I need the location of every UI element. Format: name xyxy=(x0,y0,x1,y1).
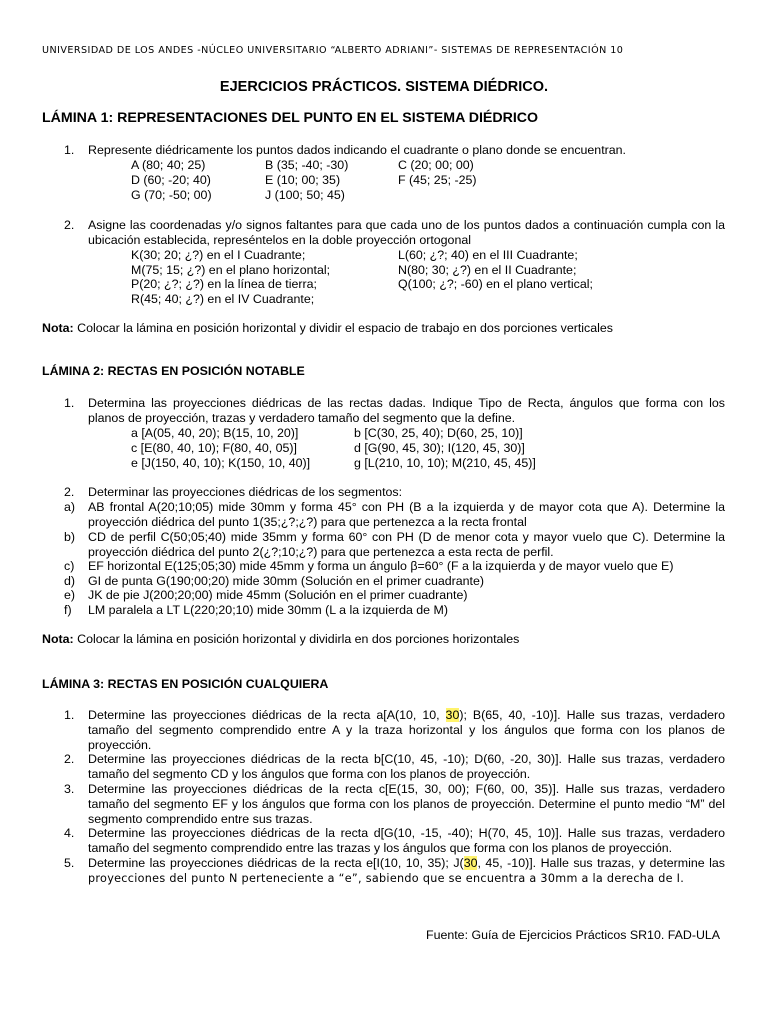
l3-q2-text: Determine las proyecciones diédricas de la recta b[C(10, 45, -10); D(60, -20, 30)]. Halle sus trazas, verdadero xyxy=(88,752,725,766)
text-run: Determine las proyecciones diédricas de la recta a[A(10, 10, xyxy=(88,708,446,722)
l3-q3-text: tamaño del segmento EF y los ángulos que forma con los planos de proyección. Determine el punto medio “M” del xyxy=(88,797,725,811)
l2-item-marker: b) xyxy=(64,530,76,544)
l2-item-text: LM paralela a LT L(220;20;10) mide 30mm (L a la izquierda de M) xyxy=(88,603,448,617)
l3-q3-text: Determine las proyecciones diédricas de la recta c[E(15, 30, 00); F(60, 00, 35)]. Halle sus trazas, verdadero xyxy=(88,782,725,796)
highlighted-value: 30 xyxy=(445,708,460,722)
l1-point-condition: M(75; 15; ¿?) en el plano horizontal; xyxy=(131,263,331,277)
l1-q1-text: Represente diédricamente los puntos dados indicando el cuadrante o plano donde se encuentran. xyxy=(88,143,626,157)
l2-item-marker: e) xyxy=(64,588,76,602)
l1-point: E (10; 00; 35) xyxy=(265,173,341,187)
l2-item-text: proyección diédrica del punto 1(35;¿?;¿?) para que pertenezca a la recta frontal xyxy=(88,515,527,529)
l2-line-def: e [J(150, 40, 10); K(150, 10, 40)] xyxy=(131,456,311,470)
l1-q2-number: 2. xyxy=(64,218,75,232)
l3-q1-text: proyección. xyxy=(88,738,152,752)
l2-item-text: JK de pie J(200;20;00) mide 45mm (Solución en el primer cuadrante) xyxy=(88,588,468,602)
note-text: Colocar la lámina en posición horizontal y dividirla en dos porciones horizontales xyxy=(73,632,520,646)
l3-q2-text: tamaño del segmento CD y los ángulos que forma con los planos de proyección. xyxy=(88,767,531,781)
l2-item-text: proyección diédrica del punto 2(¿?;10;¿?) para que pertenezca a esta recta de perfil. xyxy=(88,545,554,559)
l1-point: B (35; -40; -30) xyxy=(265,158,349,172)
l2-q2-text: Determinar las proyecciones diédricas de los segmentos: xyxy=(88,485,403,499)
l2-q2-number: 2. xyxy=(64,485,75,499)
l2-line-def: b [C(30, 25, 40); D(60, 25, 10)] xyxy=(354,426,523,440)
l2-q1-text: planos de proyección, trazas y verdadero tamaño del segmento que la define. xyxy=(88,411,516,425)
l1-point: A (80; 40; 25) xyxy=(131,158,206,172)
text-run: , 45, -10)]. Halle sus trazas, y determine las xyxy=(477,856,725,870)
l3-q5-text: proyecciones del punto N perteneciente a “e”, sabiendo que se encuentra a 30mm a la derecha de I. xyxy=(88,872,685,885)
l2-line-def: g [L(210, 10, 10); M(210, 45, 45)] xyxy=(354,456,536,470)
l1-note xyxy=(42,321,613,336)
l2-line-def: c [E(80, 40, 10); F(80, 40, 05)] xyxy=(131,441,297,455)
l1-point: G (70; -50; 00) xyxy=(131,188,212,202)
l1-point: D (60; -20; 40) xyxy=(131,173,211,187)
lamina-3-heading: LÁMINA 3: RECTAS EN POSICIÓN CUALQUIERA xyxy=(42,677,329,691)
l2-note xyxy=(42,632,519,647)
l1-point: C (20; 00; 00) xyxy=(398,158,474,172)
l1-q2-text: Asigne las coordenadas y/o signos faltantes para que cada uno de los puntos dados a continuación cumpla con la xyxy=(88,218,725,232)
l1-point-condition: Q(100; ¿?; -60) en el plano vertical; xyxy=(398,277,593,291)
l3-q4-number: 4. xyxy=(64,826,75,840)
l1-point-condition: L(60; ¿?; 40) en el III Cuadrante; xyxy=(398,248,578,262)
l2-item-marker: a) xyxy=(64,500,76,514)
l1-q2-text: ubicación establecida, represéntelos en la doble proyección ortogonal xyxy=(88,233,471,247)
source-footer: Fuente: Guía de Ejercicios Prácticos SR10. FAD-ULA xyxy=(426,928,721,942)
highlighted-value: 30 xyxy=(463,856,478,870)
l3-q1-number: 1. xyxy=(64,708,75,722)
l2-item-text: CD de perfil C(50;05;40) mide 35mm y forma 60° con PH (D de menor cota y mayor vuelo que C). Determine la xyxy=(88,530,725,544)
l1-point-condition: P(20; ¿?; ¿?) en la línea de tierra; xyxy=(131,277,317,291)
text-run: ); B(65, 40, -10)]. Halle sus trazas, verdadero xyxy=(459,708,726,722)
note-label: Nota: xyxy=(42,632,74,646)
l2-line-def: d [G(90, 45, 30); I(120, 45, 30)] xyxy=(354,441,525,455)
lamina-2-heading: LÁMINA 2: RECTAS EN POSICIÓN NOTABLE xyxy=(42,364,305,378)
l1-point: F (45; 25; -25) xyxy=(398,173,477,187)
l2-item-text: EF horizontal E(125;05;30) mide 45mm y forma un ángulo β=60° (F a la izquierda y de mayor vuelo que E) xyxy=(88,559,674,573)
l3-q1-text: tamaño del segmento comprendido entre A y la traza horizontal y los ángulos que forma con los planos de xyxy=(88,723,725,737)
l1-point-condition: R(45; 40; ¿?) en el IV Cuadrante; xyxy=(131,292,315,306)
document-title: EJERCICIOS PRÁCTICOS. SISTEMA DIÉDRICO. xyxy=(219,79,549,95)
l3-q2-number: 2. xyxy=(64,752,75,766)
l3-q1-text xyxy=(88,708,725,723)
l3-q4-text: Determine las proyecciones diédricas de la recta d[G(10, -15, -40); H(70, 45, 10)]. Halle sus trazas, verdadero xyxy=(88,826,725,840)
text-run: Determine las proyecciones diédricas de la recta e[I(10, 10, 35); J( xyxy=(88,856,464,870)
l3-q5-text xyxy=(88,856,725,871)
page-header: UNIVERSIDAD DE LOS ANDES -NÚCLEO UNIVERSITARIO “ALBERTO ADRIANI”- SISTEMAS DE REPRESENTACIÓN 10 xyxy=(42,45,624,56)
l2-item-marker: c) xyxy=(64,559,75,573)
l2-item-text: AB frontal A(20;10;05) mide 30mm y forma 45° con PH (B a la izquierda y de mayor cota que A). Determine la xyxy=(88,500,725,514)
l3-q3-text: segmento comprendido entre sus trazas. xyxy=(88,812,313,826)
l3-q5-number: 5. xyxy=(64,856,75,870)
l1-q1-number: 1. xyxy=(64,143,75,157)
l2-line-def: a [A(05, 40, 20); B(15, 10, 20)] xyxy=(131,426,299,440)
l1-point-condition: K(30; 20; ¿?) en el I Cuadrante; xyxy=(131,248,306,262)
note-text: Colocar la lámina en posición horizontal y dividir el espacio de trabajo en dos porciones verticales xyxy=(73,321,613,335)
l2-item-text: GI de punta G(190;00;20) mide 30mm (Solución en el primer cuadrante) xyxy=(88,574,485,588)
lamina-1-heading: LÁMINA 1: REPRESENTACIONES DEL PUNTO EN EL SISTEMA DIÉDRICO xyxy=(42,110,539,126)
l1-point-condition: N(80; 30; ¿?) en el II Cuadrante; xyxy=(398,263,577,277)
l2-q1-number: 1. xyxy=(64,396,75,410)
note-label: Nota: xyxy=(42,321,74,335)
l2-q1-text: Determina las proyecciones diédricas de las rectas dadas. Indique Tipo de Recta, ángulos que forma con los xyxy=(88,396,725,410)
l2-item-marker: f) xyxy=(64,603,72,617)
l2-item-marker: d) xyxy=(64,574,76,588)
l3-q3-number: 3. xyxy=(64,782,75,796)
l3-q4-text: tamaño del segmento comprendido entre las trazas y los ángulos que forma con los planos de proyección. xyxy=(88,841,673,855)
l1-point: J (100; 50; 45) xyxy=(265,188,345,202)
